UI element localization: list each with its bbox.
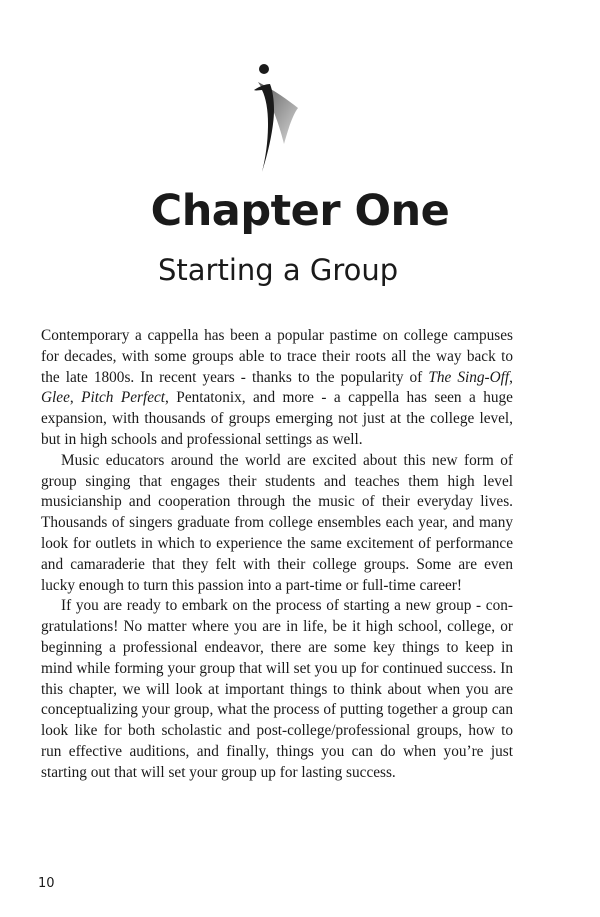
text-segment: , bbox=[509, 368, 513, 386]
text-segment: , bbox=[69, 389, 82, 407]
chapter-subtitle bbox=[0, 253, 552, 287]
paragraph bbox=[41, 451, 513, 597]
body-text bbox=[41, 326, 513, 784]
paragraph bbox=[41, 596, 513, 783]
chapter-title: Chapter One bbox=[150, 186, 450, 236]
page-number: 10 bbox=[38, 876, 55, 891]
text-segment: Music educators around the world are excited about this new form of group singing that engages their students and teaches them high level musicianship and cooperation through the music of their everyday lives. Thousands of singers graduate from college ensembles each year, and many look for outlets in which to experience the same excitement of performance and camaraderie that they felt with their college groups. Some are even lucky enough to turn this passion into a part-time or full-time career! bbox=[41, 451, 513, 594]
text-segment: Contemporary a cappella has been a popular pastime on college campuses for decades, with some groups able to trace their roots all the way back to the late 1800s. In recent years - thanks to the popularity of bbox=[41, 327, 513, 386]
singer-figure-icon bbox=[244, 60, 304, 180]
text-segment: If you are ready to embark on the process of starting a new group - congratulations! No matter where you are in life, be it high school, college, or beginning a professional endeavor, there are some key things to keep in mind while forming your group that will set you up for continued success. In this chapter, we will look at important things to think about when you are conceptualizing your group, what the process of putting together a group can look like for both scholastic and post-college/professional groups, how to run effective auditions, and finally, things you can do when you’re just starting out that will set your group up for lasting success. bbox=[41, 597, 513, 781]
italic-title: Glee bbox=[41, 389, 70, 407]
italic-title: Pitch Perfect bbox=[81, 389, 166, 407]
chapter-subtitle-text: Starting a Group bbox=[158, 253, 399, 287]
paragraph bbox=[41, 326, 513, 451]
text-segment: , Pentatonix, and more - a cappella has seen a huge expansion, with thousands of groups emerging not just at the college level, but in high schools and professional settings as well. bbox=[41, 389, 513, 448]
italic-title: The Sing-Off bbox=[428, 368, 510, 386]
